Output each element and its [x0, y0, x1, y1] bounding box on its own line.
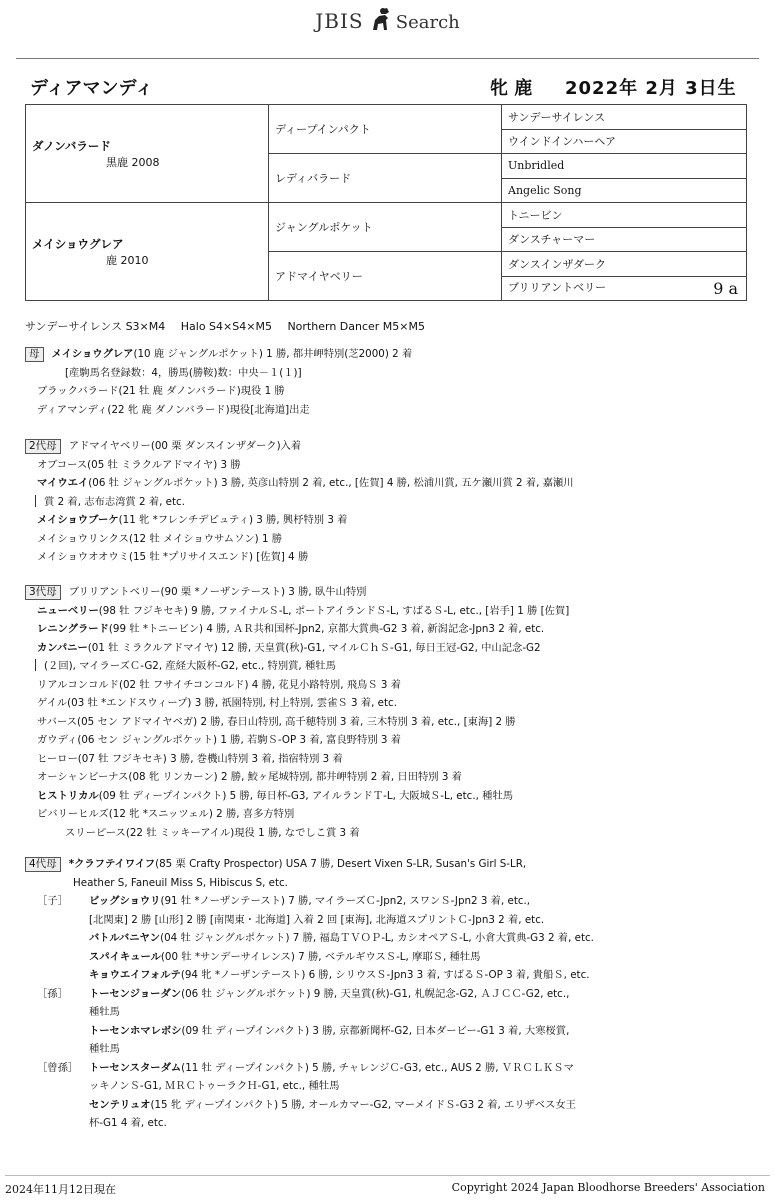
family-number: 9 a [713, 278, 738, 298]
family-line-rest: (09 牡 ディープインパクト) 5 勝, 毎日杯-G3, アイルランドＴ-L, 大阪城Ｓ-L, etc., 種牡馬 [98, 789, 514, 802]
horse-sex-color: 牝 鹿 [490, 78, 533, 99]
family-line-name[interactable]: レニングラード [37, 623, 109, 635]
second-dam-head: アドマイヤベリー(00 栗 ダンスインザダーク)入着 [68, 440, 302, 452]
family-line-name[interactable]: トーセンホマレボシ [89, 1024, 182, 1037]
footer-divider [5, 1175, 770, 1176]
family-line-name[interactable]: スパイキュール [89, 950, 161, 963]
section-tag-dam: 母 [25, 347, 44, 362]
family-line-name[interactable]: ビッグショウリ [89, 895, 161, 907]
pedigree-sds[interactable]: Unbridled [502, 154, 747, 179]
family-line-cont: (２回), マイラーズＣ-G2, 産経大阪杯-G2, etc., 特別賞, 種牡馬 [44, 660, 336, 672]
family-line-name[interactable]: キョウエイフォルテ [89, 969, 181, 981]
horse-birth-date: 2022年 2月 3日生 [565, 78, 737, 99]
inbreeding-item: サンデーサイレンス S3×M4 [25, 320, 166, 333]
pedigree-dsd[interactable]: ダンスチャーマー [502, 227, 747, 252]
family-line-name[interactable]: センテリュオ [89, 1098, 151, 1111]
continuation-bar [35, 495, 36, 507]
family-line-rest: (94 牝 *ノーザンテースト) 6 勝, シリウスＳ-Jpn3 3 着, すばるＳ-OP 3 着, 貴船Ｓ, etc. [180, 969, 590, 981]
family-line-rest: (06 牡 ジャングルポケット) 9 勝, 天皇賞(秋)-G1, 札幌記念-G2, ＡＪＣＣ-G2, etc., [181, 987, 570, 1000]
pedigree-sss[interactable]: サンデーサイレンス [502, 105, 747, 130]
header-divider [16, 58, 759, 59]
family-line-rest: (99 牡 *トニービン) 4 勝, ＡＲ共和国杯-Jpn2, 京都大賞典-G2 3 着, 新潟記念-Jpn3 2 着, etc. [108, 623, 545, 635]
family-line-rest: (04 牡 ジャングルポケット) 7 勝, 福島ＴＶＯＰ-L, カシオペアＳ-L, 小倉大賞典-G3 2 着, etc. [160, 932, 594, 944]
family-line-cont: [北関東] 2 勝 [山形] 2 勝 [南関東・北海道] 入着 2 回 [東海], 北海道スプリントＣ-Jpn3 2 着, etc. [89, 913, 545, 926]
footer-copyright: Copyright 2024 Japan Bloodhorse Breeders' Association [451, 1181, 765, 1194]
section-tag-3rd-dam: 3代母 [25, 585, 61, 600]
sire-name[interactable]: ダノンバラード [32, 138, 111, 153]
pedigree-ds[interactable]: ジャングルポケット [269, 203, 502, 252]
family-line: ガウディ(06 セン ジャングルポケット) 1 勝, 若駒Ｓ-OP 3 着, 富良野特別 3 着 [37, 734, 402, 746]
family-line-name[interactable]: マイウエイ [37, 477, 89, 489]
dam-registered: [産駒馬名登録数：4，勝馬(勝鞍)数：中央－１(１)] [65, 366, 302, 379]
family-line-rest: (91 牡 *ノーザンテースト) 7 勝, マイラーズＣ-Jpn2, スワンＳ-Jpn2 3 着, etc., [160, 895, 531, 907]
family-line: メイショウリンクス(12 牡 メイショウサムソン) 1 勝 [37, 532, 283, 545]
generation-label-child: ［子］ [37, 895, 68, 907]
family-line-name[interactable]: バトルバニヤン [89, 932, 161, 944]
offspring-item: ディアマンディ(22 牝 鹿 ダノンバラード)現役[北海道]出走 [37, 403, 310, 416]
family-line-name[interactable]: トーセンスターダム [89, 1061, 182, 1074]
footer-date: 2024年11月12日現在 [5, 1183, 116, 1196]
family-line-name[interactable]: メイショウブーケ [37, 514, 119, 526]
pedigree-ssd[interactable]: ウインドインハーヘア [502, 129, 747, 154]
pedigree-table [25, 104, 747, 301]
family-line: メイショウオオウミ(15 牡 *プリサイスエンド) [佐賀] 4 勝 [37, 551, 309, 563]
family-line-rest: (00 牡 *サンデーサイレンス) 7 勝, ベテルギウスＳ-L, 摩耶Ｓ, 種牡馬 [160, 950, 481, 963]
third-dam-head: ブリリアントベリー(90 栗 *ノーザンテースト) 3 勝, 臥牛山特別 [68, 586, 367, 598]
pedigree-ss[interactable]: ディープインパクト [269, 105, 502, 154]
section-tag-2nd-dam: 2代母 [25, 439, 61, 454]
family-line: スリーピース(22 牡 ミッキーアイル)現役 1 勝, なでしこ賞 3 着 [65, 826, 360, 839]
fourth-dam-section [25, 855, 765, 1133]
family-line-cont: 杯-G1 4 着, etc. [89, 1117, 167, 1129]
dam-line-rest: (10 鹿 ジャングルポケット) 1 勝, 都井岬特別(芝2000) 2 着 [133, 348, 413, 360]
inbreeding-line [25, 318, 437, 334]
logo-jbis-text: JBIS [315, 9, 364, 33]
family-line-name[interactable]: ニューベリー [37, 604, 99, 617]
pedigree-dds[interactable]: ダンスインザダーク [502, 252, 747, 277]
family-line-rest: (11 牡 ディープインパクト) 5 勝, チャレンジＣ-G3, etc., AUS 2 勝, ＶＲＣＬＫＳマ [181, 1061, 574, 1074]
family-line: オブコース(05 牡 ミラクルアドマイヤ) 3 勝 [37, 458, 241, 471]
section-tag-4th-dam: 4代母 [25, 857, 61, 872]
pedigree-dd[interactable]: アドマイヤベリー [269, 252, 502, 301]
third-dam-section [25, 583, 765, 842]
family-line-rest: (06 牡 ジャングルポケット) 3 勝, 英彦山特別 2 着, etc., [佐賀] 4 勝, 松浦川賞, 五ケ瀬川賞 2 着, 嘉瀬川 [88, 477, 574, 489]
family-line-cont: 賞 2 着, 志布志湾賞 2 着, etc. [44, 495, 185, 508]
pedigree-ddd[interactable]: ブリリアントベリー [508, 280, 607, 294]
family-line-name[interactable]: カンパニー [37, 641, 88, 654]
jbis-search-logo[interactable] [0, 6, 775, 33]
dam-section [25, 345, 765, 419]
family-line: ゲイル(03 牡 *エンドスウィープ) 3 勝, 祇園特別, 村上特別, 雲雀Ｓ 3 着, etc. [37, 697, 397, 709]
generation-label-grandchild: ［孫］ [37, 987, 68, 1000]
pedigree-sire-cell [26, 105, 269, 203]
dam-info: 鹿 2010 [106, 253, 149, 267]
family-line-rest: (01 牡 ミラクルアドマイヤ) 12 勝, 天皇賞(秋)-G1, マイルＣｈＳ-G1, 毎日王冠-G2, 中山記念-G2 [87, 641, 541, 654]
pedigree-ddd-cell [502, 276, 747, 301]
second-dam-section [25, 437, 765, 567]
inbreeding-item: Halo S4×S4×M5 [180, 320, 272, 333]
family-line: ビバリーヒルズ(12 牝 *スニッツェル) 2 勝, 喜多方特別 [37, 808, 295, 820]
family-line-rest: (09 牡 ディープインパクト) 3 勝, 京都新聞杯-G2, 日本ダービー-G1 3 着, 大寒桜賞, [181, 1024, 570, 1037]
family-line-name[interactable]: ヒストリカル [37, 789, 99, 802]
family-line: オーシャンビーナス(08 牝 リンカーン) 2 勝, 鮫ヶ尾城特別, 都井岬特別 2 着, 日田特別 3 着 [37, 771, 462, 783]
horse-name: ディアマンディ [30, 78, 154, 99]
pedigree-dss[interactable]: トニービン [502, 203, 747, 228]
inbreeding-item: Northern Dancer M5×M5 [287, 320, 425, 333]
pedigree-dam-cell [26, 203, 269, 301]
fourth-dam-cont: Heather S, Faneuil Miss S, Hibiscus S, etc. [73, 876, 288, 889]
family-line-name[interactable]: トーセンジョーダン [89, 987, 182, 1000]
horse-rider-icon [369, 6, 391, 32]
family-line: ヒーロー(07 牡 フジキセキ) 3 勝, 巻機山特別 3 着, 指宿特別 3 着 [37, 752, 343, 765]
pedigree-sd[interactable]: レディバラード [269, 154, 502, 203]
sire-info: 黒鹿 2008 [106, 155, 160, 169]
family-line-rest: (98 牡 フジキセキ) 9 勝, ファイナルＳ-L, ポートアイランドＳ-L, すばるＳ-L, etc., [岩手] 1 勝 [佐賀] [98, 604, 570, 617]
family-line: サバース(05 セン アドマイヤベガ) 2 勝, 春日山特別, 高千穂特別 3 着, 三木特別 3 着, etc., [東海] 2 勝 [37, 715, 516, 728]
family-line-rest: (15 牝 ディープインパクト) 5 勝, オールカマー-G2, マーメイドＳ-G3 2 着, エリザベス女王 [150, 1098, 576, 1111]
pedigree-sdd[interactable]: Angelic Song [502, 178, 747, 203]
offspring-item: ブラックバラード(21 牡 鹿 ダノンバラード)現役 1 勝 [37, 385, 285, 397]
dam-line-name[interactable]: メイショウグレア [51, 348, 134, 360]
family-line-cont: 種牡馬 [89, 1006, 120, 1018]
family-line-cont: ッキノンＳ-G1, ＭＲＣトゥーラクＨ-G1, etc., 種牡馬 [89, 1080, 340, 1092]
continuation-bar [35, 659, 36, 671]
logo-search-text: Search [395, 12, 460, 33]
family-line: リアルコンコルド(02 牡 フサイチコンコルド) 4 勝, 花見小路特別, 飛鳥Ｓ 3 着 [37, 678, 402, 691]
family-line-rest: (11 牝 *フレンチデピュティ) 3 勝, 興杼特別 3 着 [118, 514, 348, 526]
generation-label-great-grandchild: ［曾孫］ [37, 1061, 79, 1074]
fourth-dam-name[interactable]: *クラフテイワイフ [68, 858, 156, 870]
dam-name[interactable]: メイショウグレア [32, 236, 124, 251]
fourth-dam-rest: (85 栗 Crafty Prospector) USA 7 勝, Desert Vixen S-LR, Susan's Girl S-LR, [155, 858, 527, 870]
family-line-cont: 種牡馬 [89, 1043, 120, 1055]
